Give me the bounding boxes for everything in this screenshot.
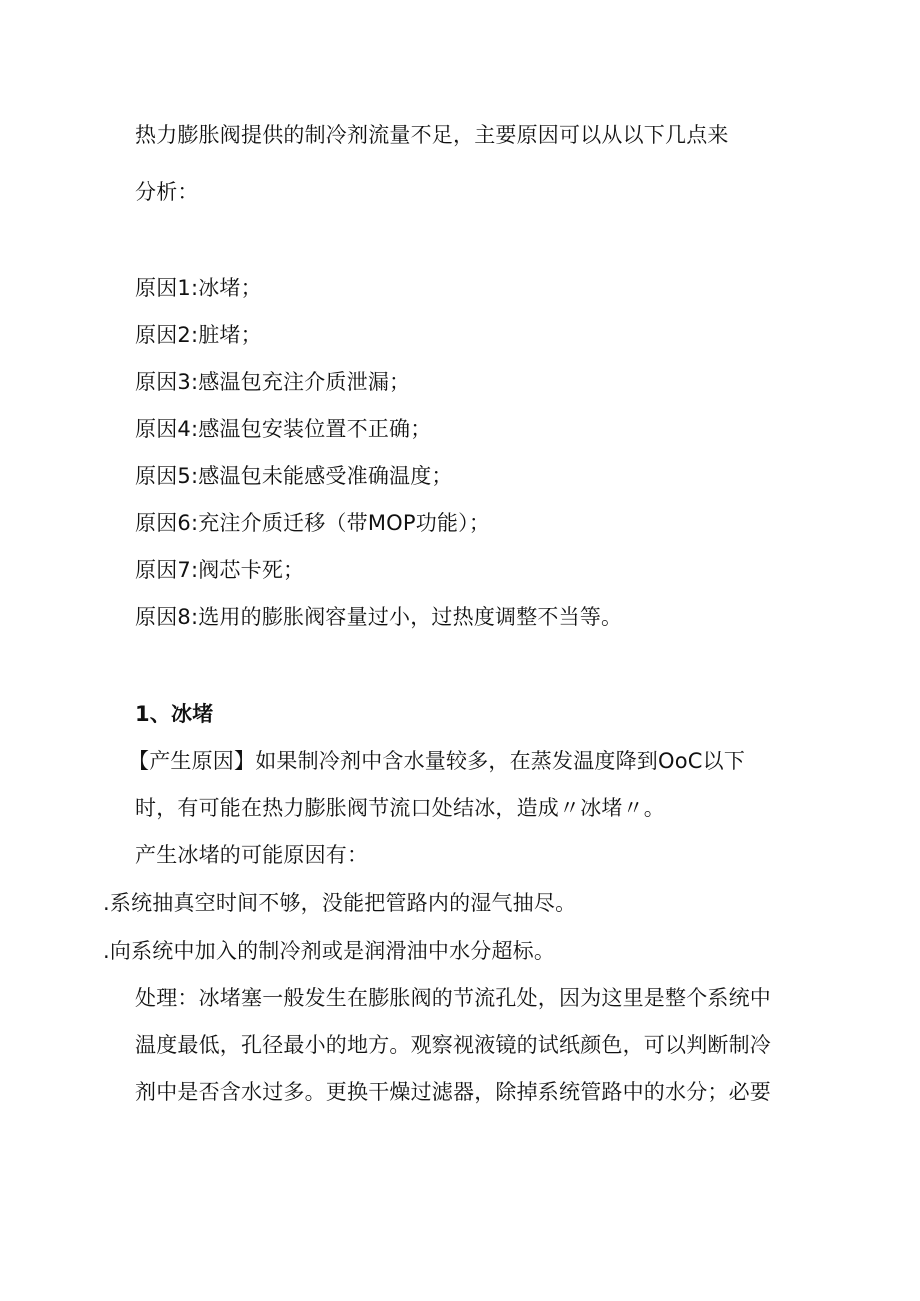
intro-line-2: 分析： — [135, 180, 199, 204]
reason-item-7: 原因7:阀芯卡死； — [135, 558, 305, 582]
handling-line-2: 温度最低，孔径最小的地方。观察视液镜的试纸颜色，可以判断制冷 — [135, 1033, 771, 1057]
reason-item-4: 原因4:感温包安装位置不正确； — [135, 417, 432, 441]
reason-item-6: 原因6:充注介质迁移（带MOP功能）； — [135, 511, 491, 535]
cause-line-2: 时，有可能在热力膨胀阀节流口处结冰，造成〃冰堵〃。 — [135, 796, 665, 820]
intro-line-1: 热力膨胀阀提供的制冷剂流量不足，主要原因可以从以下几点来 — [135, 123, 729, 147]
cause-line-1: 【产生原因】如果制冷剂中含水量较多，在蒸发温度降到OoC以下 — [128, 749, 746, 773]
possible-causes-title: 产生冰堵的可能原因有： — [135, 843, 369, 867]
reason-item-8: 原因8:选用的膨胀阀容量过小，过热度调整不当等。 — [135, 605, 623, 629]
reason-item-1: 原因1:冰堵； — [135, 276, 262, 300]
reason-item-5: 原因5:感温包未能感受准确温度； — [135, 464, 453, 488]
bullet-item-1: .系统抽真空时间不够，没能把管路内的湿气抽尽。 — [103, 891, 577, 915]
handling-line-1: 处理：冰堵塞一般发生在膨胀阀的节流孔处，因为这里是整个系统中 — [135, 986, 771, 1010]
section-heading: 1、冰堵 — [135, 702, 214, 726]
bullet-item-2: .向系统中加入的制冷剂或是润滑油中水分超标。 — [103, 939, 556, 963]
handling-line-3: 剂中是否含水过多。更换干燥过滤器，除掉系统管路中的水分；必要 — [135, 1080, 771, 1104]
reason-item-3: 原因3:感温包充注介质泄漏； — [135, 370, 411, 394]
reason-item-2: 原因2:脏堵； — [135, 323, 262, 347]
